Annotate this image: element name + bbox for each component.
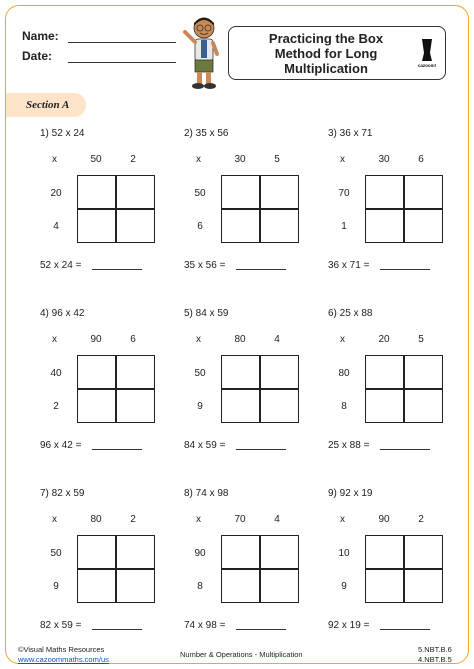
- answer-field[interactable]: [380, 269, 430, 270]
- problem-3: [328, 128, 468, 278]
- problem-title: 7) 82 x 59: [40, 488, 85, 499]
- column-ones: 2: [418, 514, 424, 525]
- times-symbol: x: [340, 334, 345, 345]
- problem-6: [328, 308, 468, 458]
- row-tens: 20: [50, 188, 62, 199]
- logo-text: cazoom!: [417, 63, 437, 68]
- row-tens: 70: [338, 188, 350, 199]
- column-ones: 5: [418, 334, 424, 345]
- problem-title: 5) 84 x 59: [184, 308, 229, 319]
- problem-5: [184, 308, 324, 458]
- box-grid[interactable]: [221, 175, 299, 243]
- box-grid[interactable]: [221, 535, 299, 603]
- times-symbol: x: [340, 154, 345, 165]
- row-ones: 1: [341, 221, 347, 232]
- times-symbol: x: [52, 514, 57, 525]
- problem-title: 1) 52 x 24: [40, 128, 85, 139]
- problem-1: [40, 128, 180, 278]
- column-tens: 70: [234, 514, 246, 525]
- problem-title: 6) 25 x 88: [328, 308, 373, 319]
- row-ones: 9: [197, 401, 203, 412]
- problem-2: [184, 128, 324, 278]
- column-tens: 90: [378, 514, 390, 525]
- times-symbol: x: [52, 154, 57, 165]
- row-ones: 8: [197, 581, 203, 592]
- box-grid[interactable]: [365, 535, 443, 603]
- column-tens: 30: [378, 154, 390, 165]
- answer-field[interactable]: [92, 629, 142, 630]
- column-tens: 80: [234, 334, 246, 345]
- column-tens: 90: [90, 334, 102, 345]
- answer-field[interactable]: [236, 449, 286, 450]
- answer-field[interactable]: [92, 269, 142, 270]
- equation-label: 84 x 59 =: [184, 440, 226, 451]
- column-tens: 80: [90, 514, 102, 525]
- column-ones: 5: [274, 154, 280, 165]
- box-grid[interactable]: [221, 355, 299, 423]
- times-symbol: x: [340, 514, 345, 525]
- column-tens: 50: [90, 154, 102, 165]
- row-ones: 9: [341, 581, 347, 592]
- box-grid[interactable]: [77, 535, 155, 603]
- times-symbol: x: [196, 154, 201, 165]
- footer-standard-1: 5.NBT.B.6: [418, 645, 452, 654]
- worksheet-title: Practicing the Box Method for Long Multiplication: [268, 31, 384, 76]
- column-ones: 6: [418, 154, 424, 165]
- problem-9: [328, 488, 468, 638]
- row-tens: 50: [50, 548, 62, 559]
- row-ones: 2: [53, 401, 59, 412]
- problem-title: 4) 96 x 42: [40, 308, 85, 319]
- box-grid[interactable]: [365, 355, 443, 423]
- cazoom-logo: [415, 37, 439, 69]
- answer-field[interactable]: [92, 449, 142, 450]
- column-ones: 6: [130, 334, 136, 345]
- equation-label: 96 x 42 =: [40, 440, 82, 451]
- problem-7: [40, 488, 180, 638]
- boy-mascot-illustration: [180, 14, 228, 92]
- column-tens: 30: [234, 154, 246, 165]
- date-field[interactable]: [68, 62, 176, 63]
- times-symbol: x: [52, 334, 57, 345]
- date-label: Date:: [22, 49, 53, 63]
- row-tens: 10: [338, 548, 350, 559]
- row-tens: 80: [338, 368, 350, 379]
- answer-field[interactable]: [380, 629, 430, 630]
- row-tens: 90: [194, 548, 206, 559]
- row-ones: 9: [53, 581, 59, 592]
- column-ones: 2: [130, 514, 136, 525]
- problem-4: [40, 308, 180, 458]
- name-field[interactable]: [68, 42, 176, 43]
- name-label: Name:: [22, 29, 59, 43]
- row-ones: 8: [341, 401, 347, 412]
- problem-title: 9) 92 x 19: [328, 488, 373, 499]
- footer-copyright: ©Visual Maths Resources: [18, 645, 105, 654]
- times-symbol: x: [196, 334, 201, 345]
- answer-field[interactable]: [236, 629, 286, 630]
- equation-label: 82 x 59 =: [40, 620, 82, 631]
- equation-label: 74 x 98 =: [184, 620, 226, 631]
- row-tens: 40: [50, 368, 62, 379]
- footer-standard-2: 4.NBT.B.5: [418, 655, 452, 664]
- equation-label: 92 x 19 =: [328, 620, 370, 631]
- problem-title: 3) 36 x 71: [328, 128, 373, 139]
- footer-topic: Number & Operations - Multiplication: [180, 650, 303, 659]
- problem-8: [184, 488, 324, 638]
- column-tens: 20: [378, 334, 390, 345]
- row-ones: 6: [197, 221, 203, 232]
- answer-field[interactable]: [236, 269, 286, 270]
- row-tens: 50: [194, 368, 206, 379]
- equation-label: 35 x 56 =: [184, 260, 226, 271]
- equation-label: 25 x 88 =: [328, 440, 370, 451]
- section-a-tab: Section A: [6, 93, 86, 117]
- equation-label: 52 x 24 =: [40, 260, 82, 271]
- row-tens: 50: [194, 188, 206, 199]
- title-box: [228, 26, 446, 80]
- row-ones: 4: [53, 221, 59, 232]
- problem-title: 2) 35 x 56: [184, 128, 229, 139]
- problem-title: 8) 74 x 98: [184, 488, 229, 499]
- column-ones: 4: [274, 334, 280, 345]
- column-ones: 4: [274, 514, 280, 525]
- footer-url-link[interactable]: www.cazoommaths.com/us: [18, 655, 109, 664]
- equation-label: 36 x 71 =: [328, 260, 370, 271]
- answer-field[interactable]: [380, 449, 430, 450]
- box-grid[interactable]: [77, 355, 155, 423]
- box-grid[interactable]: [365, 175, 443, 243]
- column-ones: 2: [130, 154, 136, 165]
- times-symbol: x: [196, 514, 201, 525]
- box-grid[interactable]: [77, 175, 155, 243]
